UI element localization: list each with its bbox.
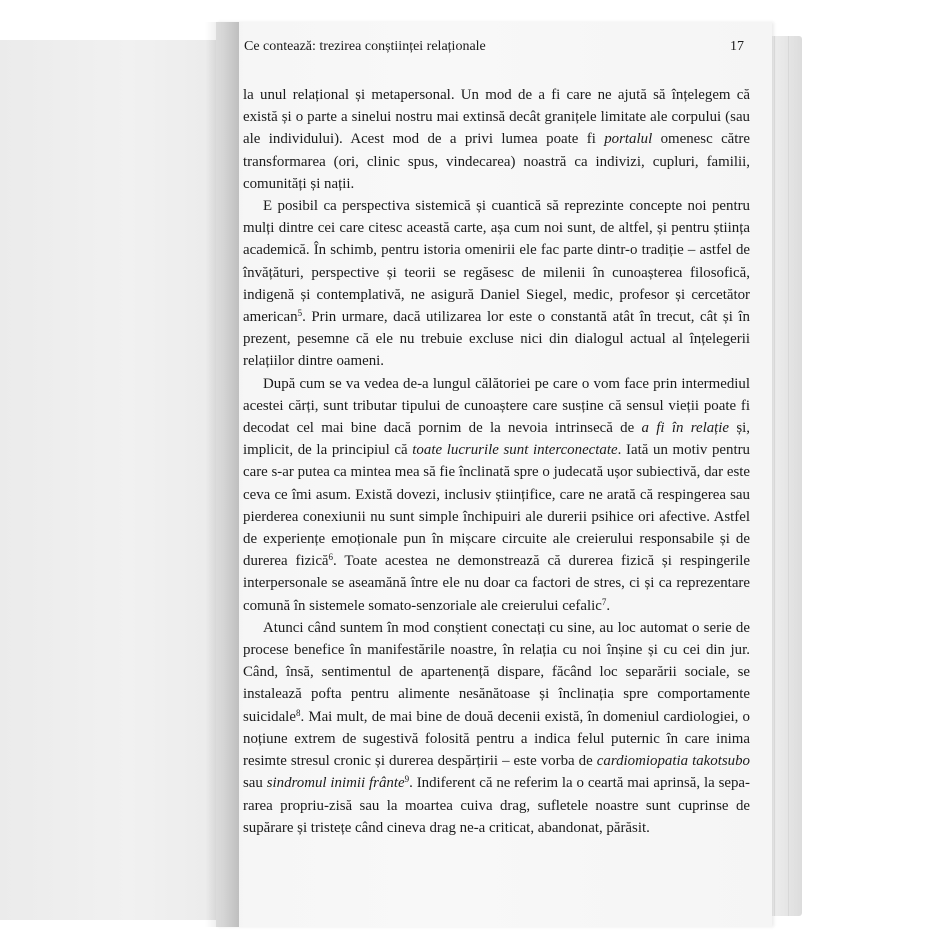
page-number: 17 [730,39,744,54]
left-page [0,40,235,920]
footnote-reference: 5 [297,308,303,319]
text-segment: la unul relațional și metapersonal. Un mod de a fi care ne ajută să înțelegem că există și o parte a sinelui nostru mai extinsă decât granițele limitate ale corpului (sau ale individului). Acest mod de a privi lumea poate fi [243,87,750,148]
text-segment: . Indiferent că ne referim la o ceartă mai aprinsă, la separarea propriu-zisă sau la moartea cuiva drag, sufletele noastre sunt cuprinse de supărare și tristețe când cineva drag ne-a criticat, abandonat, părăsit. [243,775,751,836]
text-segment: Atunci când suntem în mod conștient conectați cu sine, au loc automat o serie de procese benefice în manifestările noastre, în relația cu noi înșine și cu cei din jur. Când, însă, sentimentul de apartenență dispare, făcând loc separării sociale, se instalează pofta pentru alimente nesănătoase și înclinația spre comportamente suicidale [243,619,750,725]
paragraph [243,195,750,373]
text-segment: . Prin urmare, dacă utilizarea lor este o constantă atât în trecut, cât și în prezent, pesemne că ele nu trebuie excluse nici din dialogul actual al înțelegerii relațiilor dintre oameni. [243,309,750,370]
italic-text: sindromul inimii frânte [266,775,405,792]
body-text [243,84,750,839]
paragraph [243,373,750,617]
running-head [244,39,744,59]
right-page [216,22,772,927]
spine-shadow [205,22,239,927]
paragraph [243,617,750,839]
running-head-title: Ce contează: trezirea conștiinței relaționale [244,39,486,54]
text-segment: omenesc către transformarea (ori, clinic spus, vindecarea) noastră ca indivizi, cupluri, familii, comunități și nații. [243,131,750,192]
italic-text: portalul [604,131,653,148]
text-segment: După cum se va vedea de-a lungul călătoriei pe care o vom face prin intermediul acestei cărți, sunt tributar tipului de cunoaștere care susține că sensul vieții poate fi decodat cel mai bine dacă pornim de la nevoia intrinsecă de [243,375,750,437]
italic-text: toate lucrurile sunt interconectate [412,442,618,459]
footnote-reference: 7 [601,596,607,607]
italic-text: a fi în relație [641,420,730,437]
text-segment: E posibil ca perspectiva sistemică și cuantică să reprezinte concepte noi pentru mulți dintre cei care citesc această carte, așa cum noi sunt, de altfel, și pentru știința academică. În schimb, pentru istoria omenirii ele fac parte dintr-o tradiție – astfel de învățături, perspective și teorii se regăsesc de milenii în cunoașterea filosofică, indigenă și contemplativă, ne asigură Daniel Siegel, medic, profesor și cercetător american [243,198,750,326]
paragraph [243,84,750,195]
text-segment: sau [243,775,267,792]
italic-text: cardiomiopatia takotsubo [596,753,750,770]
text-segment: și, implicit, de la principiul că [243,420,750,459]
text-segment: . Toate acestea ne demonstrează că durerea fizică și respingerile interpersonale se aseamănă între ele nu doar ca factori de stres, ci și ca reprezentare comună în sistemele somato-senzoriale ale creierului cefalic [243,553,750,614]
footnote-reference: 6 [328,552,334,563]
footnote-reference: 9 [404,774,410,785]
text-segment: . [606,597,611,614]
text-segment: . Iată un motiv pentru care s-ar putea ca mintea mea să fie înclinată spre o judecată ușor subiectivă, dar este ceva ce îmi asum. Există dovezi, inclusiv științifice, care ne arată că respingerea sau pierderea conexiunii nu sunt simple închipuiri ale durerii psihice ori afective. Astfel de experiențe emoționale pun în mișcare circuite ale creierului responsabile și de durerea fizică [243,442,751,570]
footnote-reference: 8 [295,707,301,718]
text-segment: . Mai mult, de mai bine de două decenii există, în domeniul cardiologiei, o noțiune extrem de sugestivă folosită pentru a indica felul puternic în care inima resimte stresul cronic și durerea despărțirii – este vorba de [243,708,750,770]
